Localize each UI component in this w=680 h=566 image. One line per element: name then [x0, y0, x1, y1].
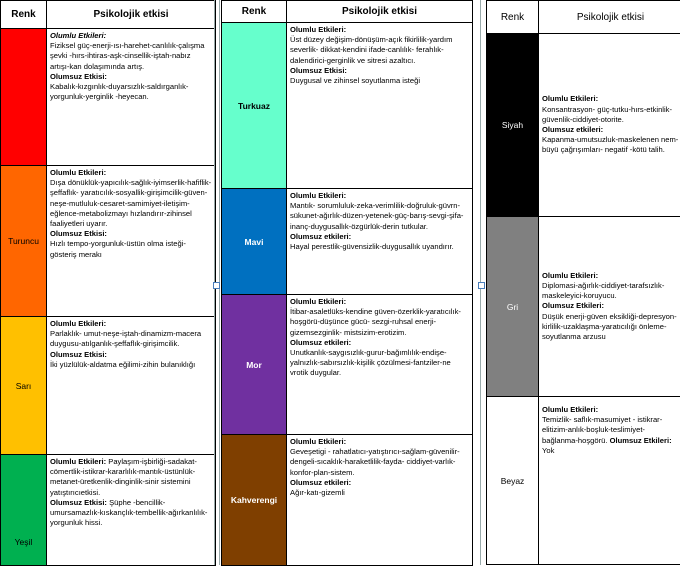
positive-title: Olumlu Etkileri: [290, 437, 346, 446]
middle-color-table [221, 0, 473, 566]
negative-text: Hayal perestlik-güvensizlik-duygusallık uyandırır. [290, 242, 454, 251]
positive-text: Geveşetigi - rahatlatıcı-yatıştırıcı-sağlam-güvenilir-dengeli-sıcaklık-haraketlilik-fayda- ciddiyet-varlık-konfor-plan-sistem. [290, 447, 460, 476]
positive-title: Olumlu Etkileri: [290, 297, 346, 306]
negative-title: Olumsuz Etkisi: [290, 66, 347, 75]
negative-text: Hızlı tempo-yorgunluk-üstün olma isteği-gösteriş merakı [50, 239, 186, 258]
color-swatch-turkuaz [222, 23, 287, 189]
positive-title: Olumlu Etkileri: [50, 31, 106, 40]
color-name: Turkuaz [238, 101, 270, 111]
color-table-right [486, 0, 680, 565]
negative-text: Şüphe -bencillik-umursamazlık-kıskançlık-tembellik-ağırkanlılık-yorgunluk hissi. [50, 498, 207, 527]
effects-cell [47, 455, 216, 566]
positive-text: Mantık- sorumluluk-zeka-verimlilik-doğruluk-güvrn-sükunet-ağırlık-düzen-yetenek-güç-barış-sevgi-şifa-inanç-duygusallık-özgürlük-derin tutkular. [290, 201, 463, 230]
negative-title: Olumsuz Etkileri: [542, 301, 604, 310]
header-psikolojik-etkisi: Psikolojik etkisi [539, 1, 680, 34]
positive-text: Paylaşım-işbirliği-sadakat-cömertlik-istikrar-kararlılık-mantık-üstünlük-metanet-üretkenlik-dinginlik-sinir sistemini yatıştırıcıetkisi. [50, 457, 197, 497]
negative-title: Olumsuz Etkisi: [50, 72, 107, 81]
negative-text: Duygusal ve zihinsel soyutlanma isteği [290, 76, 420, 85]
color-table-left [0, 0, 216, 566]
effects-cell [287, 23, 473, 189]
positive-title: Olumlu Etkileri: [542, 405, 598, 414]
color-name: Yeşil [15, 537, 33, 547]
table-row [222, 435, 473, 566]
color-swatch-mavi [222, 189, 287, 295]
color-swatch-siyah [487, 34, 539, 217]
color-swatch-kirmizi [1, 29, 47, 166]
left-color-table [0, 0, 216, 566]
effects-cell [539, 397, 680, 565]
positive-text: Üst düzey değişim-dönüşüm-açık fikirlilik-yardım severlik- dikkat-kendini ifade-canlılık- ferahlık-dalendirici-gerginlik ve sitresi azaltıcı. [290, 35, 452, 64]
resize-handle[interactable] [478, 282, 485, 289]
header-renk: Renk [222, 1, 287, 23]
color-name: Mor [246, 360, 262, 370]
negative-text: Yok [542, 446, 554, 455]
negative-title: Olumsuz etkileri: [290, 478, 351, 487]
color-swatch-yesil [1, 455, 47, 566]
color-swatch-kahverengi [222, 435, 287, 566]
positive-title: Olumlu Etkileri: [50, 457, 106, 466]
positive-text: Temizlik- saflık-masumiyet - istikrar-elitizim-anlık-boşluk-teslimiyet-bağlanma-hoşgörü. [542, 415, 662, 444]
color-swatch-mor [222, 295, 287, 435]
color-name: Mavi [245, 237, 264, 247]
color-name: Kahverengi [231, 495, 277, 505]
negative-text: Kapanma-umutsuzluk-maskelenen nem-büyü çağrışımları- negatif -kötü talih. [542, 135, 678, 154]
positive-title: Olumlu Etkileri: [542, 94, 598, 103]
effects-cell [47, 317, 216, 455]
positive-text: Konsantrasyon- güç-tutku-hırs-etkinlik-güvenlik-ciddiyet-otorite. [542, 105, 672, 124]
negative-title: Olumsuz Etkisi: [50, 498, 107, 507]
effects-cell [539, 217, 680, 397]
positive-text: Diplomasi-ağırlık-ciddiyet-tarafsızlık-maskeleyici-koruyucu. [542, 281, 664, 300]
negative-title: Olumsuz etkileri: [542, 125, 603, 134]
color-swatch-sari [1, 317, 47, 455]
table-row [1, 455, 216, 566]
color-name: Sarı [16, 381, 32, 391]
negative-title: Olumsuz Etkileri: [610, 436, 672, 445]
table-row [487, 397, 680, 565]
color-table-middle [221, 0, 473, 566]
color-name: Kırmızı [10, 92, 37, 102]
effects-cell [47, 29, 216, 166]
color-swatch-turuncu [1, 166, 47, 317]
positive-title: Olumlu Etkileri: [290, 191, 346, 200]
negative-text: Düşük enerji-güven eksikliği-depresyon-kirlilik-uzaklaşma-yaratıcılığı önleme-soyutlanma arzusu [542, 312, 677, 341]
table-row [222, 295, 473, 435]
effects-cell [287, 295, 473, 435]
table-row [487, 34, 680, 217]
table-row [487, 217, 680, 397]
positive-title: Olumlu Etkileri: [290, 25, 346, 34]
negative-text: İki yüzlülük-aldatma eğilimi-zihin bulanıklığı [50, 360, 195, 369]
color-name: Siyah [502, 120, 523, 130]
negative-title: Olumsuz etkileri: [290, 338, 351, 347]
table-row [1, 166, 216, 317]
positive-title: Olumlu Etkileri: [50, 319, 106, 328]
header-psikolojik-etkisi: Psikolojik etkisi [287, 1, 473, 23]
effects-cell [47, 166, 216, 317]
table-row [222, 23, 473, 189]
header-renk: Renk [487, 1, 539, 34]
resize-handle[interactable] [213, 282, 220, 289]
color-name: Turuncu [8, 236, 39, 246]
positive-text: Parlaklık- umut-neşe-iştah-dinamizm-macera duygusu-atılganlık-şeffaflık-girişimcilik. [50, 329, 201, 348]
table-row [1, 29, 216, 166]
color-swatch-gri [487, 217, 539, 397]
effects-cell [539, 34, 680, 217]
effects-cell [287, 435, 473, 566]
positive-title: Olumlu Etkileri: [542, 271, 598, 280]
color-swatch-beyaz [487, 397, 539, 565]
table-row [222, 189, 473, 295]
negative-title: Olumsuz Etkisi: [50, 350, 107, 359]
positive-text: Fiziksel güç-enerji-ısı-harehet-canlılık-çalışma şevki -hırs-ihtiras-aşk-cinsellik-iştah-nabız artışı-kan dolaşımında artış. [50, 41, 204, 70]
right-color-table [486, 0, 680, 565]
effects-cell [287, 189, 473, 295]
color-name: Beyaz [501, 476, 525, 486]
negative-text: Kabalık-kızgınlık-duyarsızlık-saldırganlık-yorgunluk-yerginlik -heyecan. [50, 82, 188, 101]
negative-text: Unutkanlık-saygısızlık-gurur-bağımlılık-endişe-yalnızlık-sabırsızlık-kişilik çözülmesi-fantziler-ne vrotik duygular. [290, 348, 451, 377]
table-row [1, 317, 216, 455]
negative-title: Olumsuz etkileri: [290, 232, 351, 241]
negative-text: Ağır-katı-gizemli [290, 488, 345, 497]
positive-text: Dışa dönüklük-yapıcılık-sağlık-iyimserlik-hafiflik-şeffaflık- yaratıcılık-sosyallik-girişimcilik-güven-neşe-mutluluk-cesaret-samimiyet-iletişim-eğlence-metabolizmayı hızlandırır-zihinsel faaliyetleri uyarır. [50, 178, 211, 228]
header-psikolojik-etkisi: Psikolojik etkisi [47, 1, 216, 29]
color-name: Gri [507, 302, 518, 312]
positive-text: İtibar-asaletlüks-kendine güven-özerklik-yaratıcılık-hoşgörü-düşünce gücü- sezgi-ruhsal enerji- gizemsezginlik- mistsizim-erotizim. [290, 307, 461, 336]
positive-title: Olumlu Etkileri: [50, 168, 106, 177]
negative-title: Olumsuz Etkisi: [50, 229, 107, 238]
header-renk: Renk [1, 1, 47, 29]
